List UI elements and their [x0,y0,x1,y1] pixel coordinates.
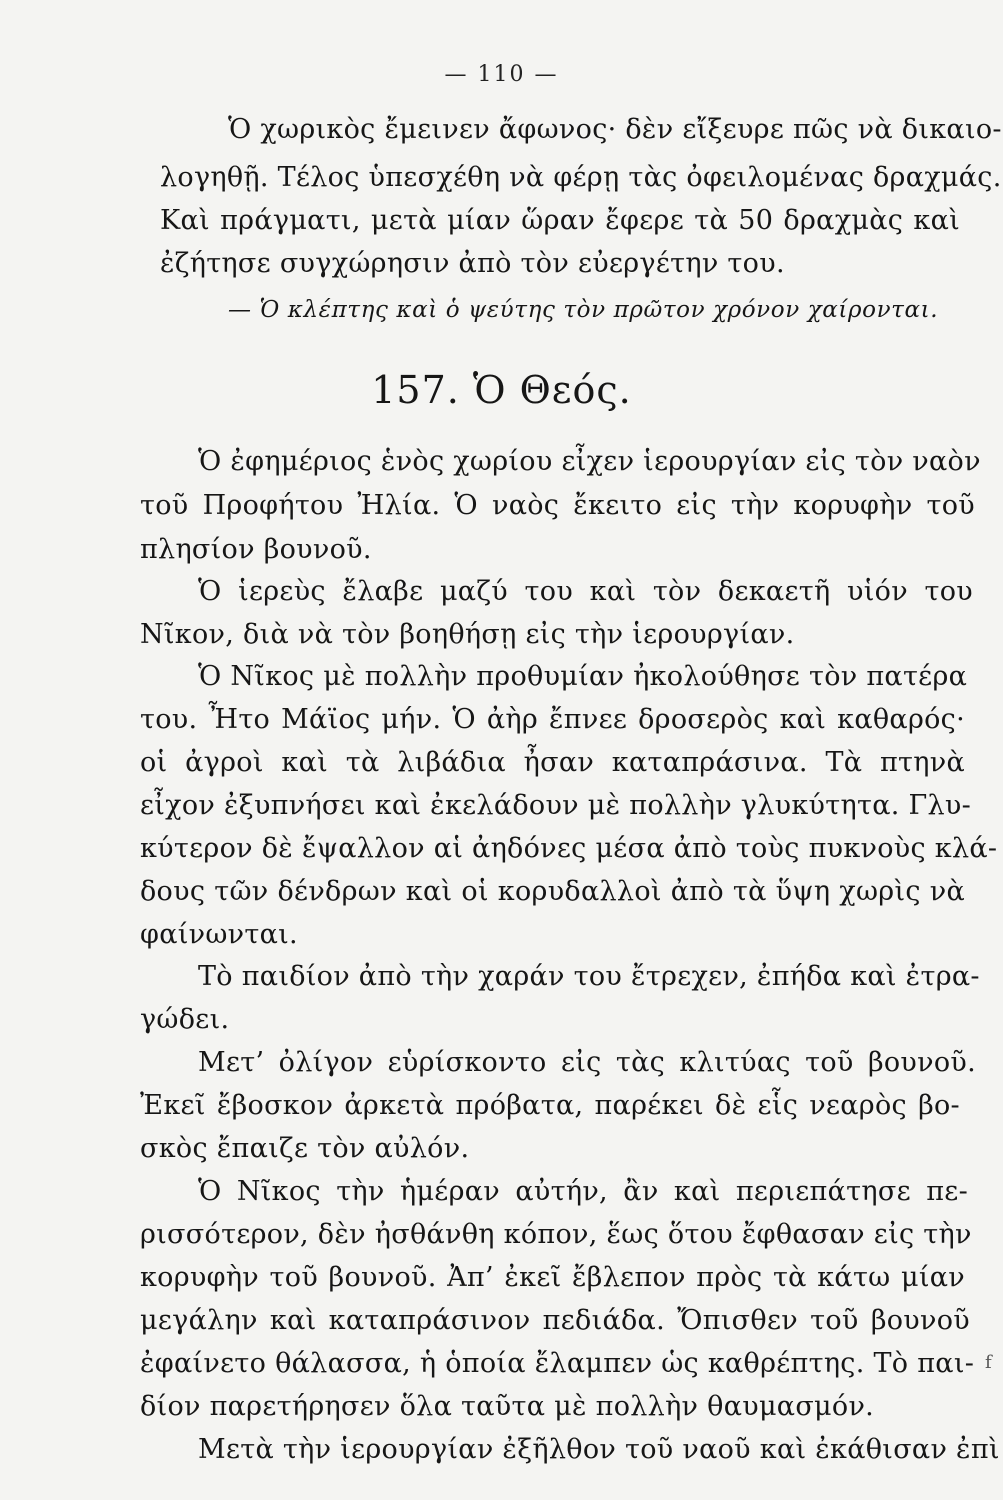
text-line: Ὁ ἐφημέριος ἑνὸς χωρίου εἶχεν ἱερουργίαν εἰς τὸν ναὸν [198,446,981,477]
text-line: Καὶ πράγματι, μετὰ μίαν ὥραν ἔφερε τὰ 50 δραχμὰς καὶ [160,205,960,236]
text-line: ἐζήτησε συγχώρησιν ἀπὸ τὸν εὐεργέτην του. [160,248,785,279]
text-line: οἱ ἀγροὶ καὶ τὰ λιβάδια ἦσαν καταπράσινα. Τὰ πτηνὰ [140,747,965,778]
margin-mark: f [985,1352,992,1373]
text-line: Μετ’ ὀλίγον εὑρίσκοντο εἰς τὰς κλιτύας τοῦ βουνοῦ. [198,1047,976,1078]
text-line: μεγάλην καὶ καταπράσινον πεδιάδα. Ὄπισθεν τοῦ βουνοῦ [140,1305,970,1336]
text-line: Μετὰ τὴν ἱερουργίαν ἐξῆλθον τοῦ ναοῦ καὶ ἐκάθισαν ἐπὶ [198,1434,1000,1465]
text-line: Ὁ χωρικὸς ἔμεινεν ἄφωνος· δὲν εἴξευρε πῶς νὰ δικαιο- [228,114,1002,145]
text-line: Τὸ παιδίον ἀπὸ τὴν χαράν του ἔτρεχεν, ἐπήδα καὶ ἐτρα- [198,961,980,992]
text-line: Ὁ Νῖκος τὴν ἡμέραν αὐτήν, ἂν καὶ περιεπάτησε πε- [198,1176,968,1207]
text-line: σκὸς ἔπαιζε τὸν αὐλόν. [140,1133,470,1164]
page-number: — 110 — [444,62,559,87]
text-line: γώδει. [140,1004,230,1035]
text-line: Ὁ ἱερεὺς ἔλαβε μαζύ του καὶ τὸν δεκαετῆ υἱόν του [198,576,973,607]
text-line: φαίνωνται. [140,919,298,950]
text-line: Νῖκον, διὰ νὰ τὸν βοηθήσῃ εἰς τὴν ἱερουργίαν. [140,619,795,650]
text-line: του. Ἦτο Μάϊος μήν. Ὁ ἀὴρ ἔπνεε δροσερὸς καὶ καθαρός· [140,704,965,735]
text-line: πλησίον βουνοῦ. [140,534,372,565]
text-line: λογηθῇ. Τέλος ὑπεσχέθη νὰ φέρῃ τὰς ὀφειλομένας δραχμάς. [160,162,1002,193]
text-line: ρισσότερον, δὲν ἠσθάνθη κόπον, ἕως ὅτου ἔφθασαν εἰς τὴν [140,1219,972,1250]
text-line: Ἐκεῖ ἔβοσκον ἀρκετὰ πρόβατα, παρέκει δὲ εἷς νεαρὸς βο- [140,1090,960,1121]
proverb: — Ὁ κλέπτης καὶ ὁ ψεύτης τὸν πρῶτον χρόνον χαίρονται. [228,297,939,323]
text-line: δους τῶν δένδρων καὶ οἱ κορυδαλλοὶ ἀπὸ τὰ ὕψη χωρὶς νὰ [140,876,965,907]
text-line: κύτερον δὲ ἔψαλλον αἱ ἀηδόνες μέσα ἀπὸ τοὺς πυκνοὺς κλά- [140,833,998,864]
text-line: ἐφαίνετο θάλασσα, ἡ ὁποία ἔλαμπεν ὡς καθρέπτης. Τὸ παι- [140,1348,975,1379]
chapter-heading: 157. Ὁ Θεός. [371,368,632,412]
text-line: εἶχον ἐξυπνήσει καὶ ἐκελάδουν μὲ πολλὴν γλυκύτητα. Γλυ- [140,790,972,821]
text-line: κορυφὴν τοῦ βουνοῦ. Ἀπ’ ἐκεῖ ἔβλεπον πρὸς τὰ κάτω μίαν [140,1262,965,1293]
text-line: τοῦ Προφήτου Ἠλία. Ὁ ναὸς ἔκειτο εἰς τὴν κορυφὴν τοῦ [140,490,975,521]
text-line: δίον παρετήρησεν ὅλα ταῦτα μὲ πολλὴν θαυμασμόν. [140,1391,875,1422]
text-line: Ὁ Νῖκος μὲ πολλὴν προθυμίαν ἠκολούθησε τὸν πατέρα [198,661,968,692]
